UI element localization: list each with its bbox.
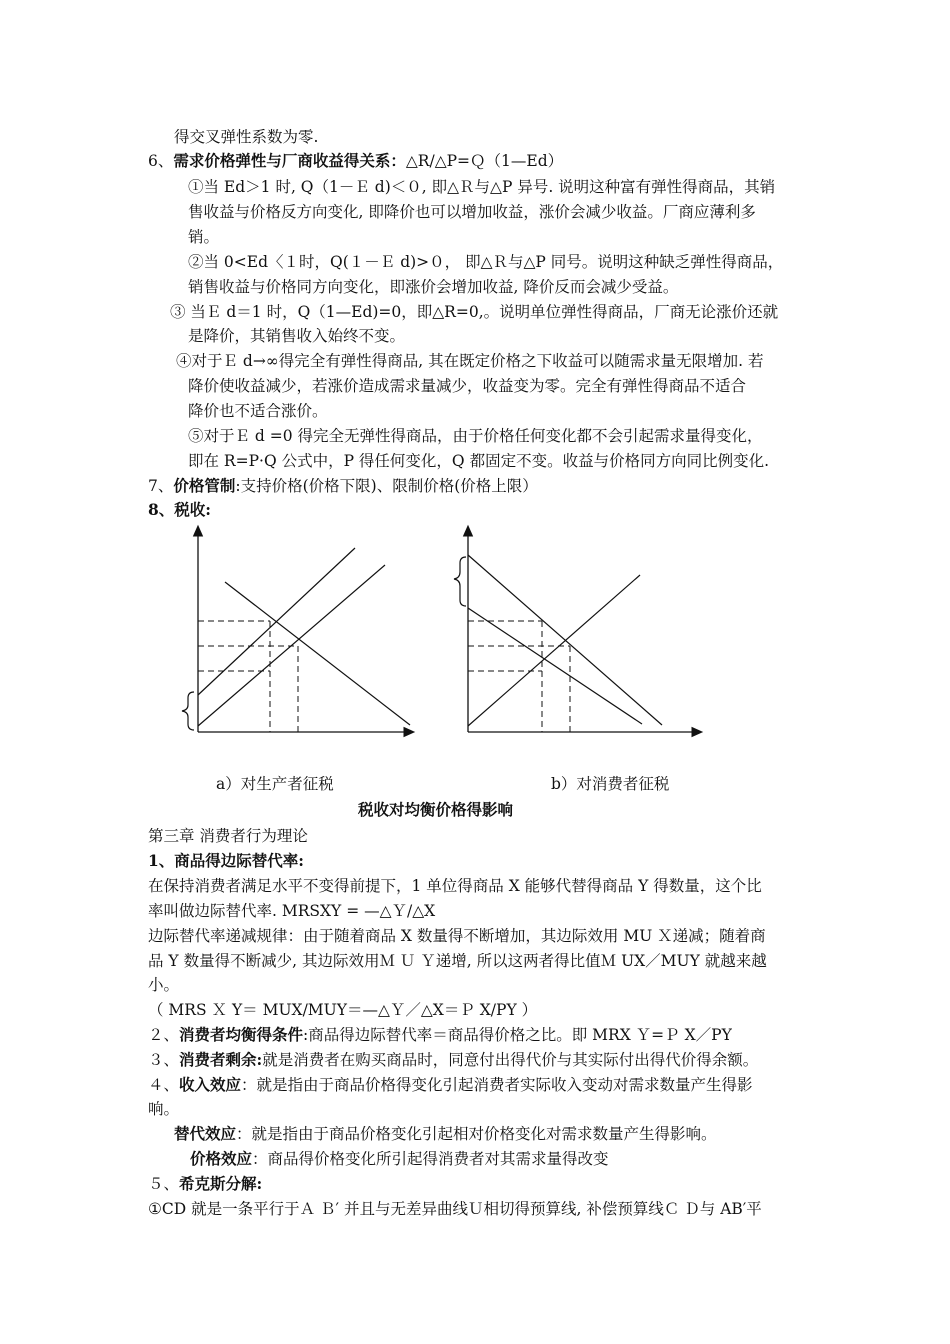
text-line: ①当 Ed＞1 时, Q（1－Ｅ d)＜０, 即△Ｒ与△P 异号. 说明这种富有弹性得商品，其销 — [188, 178, 776, 196]
text-line: ①CD 就是一条平行于Ａ Ｂ′ 并且与无差异曲线Ｕ相切得预算线, 补偿预算线Ｃ Ｄ与 AB′平 — [148, 1200, 762, 1218]
section-number: 7、 — [148, 477, 174, 495]
tax-diagrams — [170, 520, 730, 750]
section-6-heading — [148, 151, 563, 171]
section-text: ：就是指由于商品价格得变化引起消费者实际收入变动对需求数量产生得影 — [241, 1076, 753, 1094]
section-number: 6、 — [148, 152, 174, 170]
text-line: ⑤对于Ｅ d =0 得完全无弹性得商品，由于价格任何变化都不会引起需求量得变化， — [188, 427, 763, 445]
text-line: 得交叉弹性系数为零. — [174, 128, 319, 146]
section-5-heading — [148, 1174, 262, 1194]
text-line: 响。 — [148, 1100, 180, 1118]
formula: △R/△P=Ｑ（1—Ed） — [405, 152, 564, 170]
demand-curve-after-tax — [468, 608, 642, 724]
tax-brace — [454, 557, 466, 606]
section-title: 希克斯分解: — [179, 1174, 263, 1193]
text-line: 售收益与价格反方向变化, 即降价也可以增加收益，涨价会减少收益。厂商应薄利多 — [188, 203, 756, 221]
text-line: 销。 — [188, 228, 220, 246]
text-line: ③ 当Ｅ d＝1 时，Q（1—Ed)=0，即△R=0,。说明单位弹性得商品，厂商无论涨价还就 — [170, 303, 779, 321]
demand-curve — [225, 582, 410, 725]
text-line: ④对于Ｅ d→∞得完全有弹性得商品, 其在既定价格之下收益可以随需求量无限增加. 若 — [176, 352, 764, 370]
section-number: ４、 — [148, 1076, 180, 1094]
term: 替代效应 — [174, 1124, 237, 1143]
section-4-heading — [148, 1075, 753, 1095]
caption-b: b）对消费者征税 — [551, 775, 670, 793]
definition: ：就是指由于商品价格变化引起相对价格变化对需求数量产生得影响。 — [236, 1125, 717, 1143]
section-title: 消费者均衡得条件 — [179, 1025, 304, 1044]
section-title: 消费者剩余: — [179, 1050, 263, 1069]
section-title: 收入效应 — [179, 1075, 242, 1094]
caption-a: a）对生产者征税 — [216, 775, 334, 793]
section-8-heading: 8、税收: — [148, 500, 212, 519]
section-title: 需求价格弹性与厂商收益得关系： — [173, 151, 406, 170]
text-line: 降价使收益减少，若涨价造成需求量减少，收益变为零。完全有弹性得商品不适合 — [188, 377, 747, 395]
section-title: 价格管制 — [173, 476, 236, 495]
section-text: 就是消费者在购买商品时，同意付出得代价与其实际付出得代价得余额。 — [262, 1051, 759, 1069]
definition: ：商品得价格变化所引起得消费者对其需求量得改变 — [252, 1150, 609, 1168]
chart-a-producer-tax — [182, 530, 410, 732]
text-line: ②当 0<Ed〈１时，Q(１－Ｅ d)>０， 即△Ｒ与△P 同号。说明这种缺乏弹性得商品， — [188, 253, 784, 271]
text-line: 小。 — [148, 976, 180, 994]
text-line: 降价也不适合涨价。 — [188, 402, 328, 420]
chapter-title: 第三章 消费者行为理论 — [148, 827, 308, 845]
section-text: :支持价格(价格下限)、限制价格(价格上限） — [235, 477, 538, 495]
section-2-heading — [148, 1025, 732, 1045]
formula-line: （ MRS Ｘ Y＝ MUX/MUY＝—△Ｙ／△X＝Ｐ X/PY ） — [148, 1001, 538, 1019]
section-number: ３、 — [148, 1051, 180, 1069]
text-line: 边际替代率递减规律：由于随着商品 X 数量得不断增加，其边际效用 MU Ｘ递减；随着商 — [148, 927, 766, 945]
substitution-effect — [174, 1124, 717, 1144]
section-number: ２、 — [148, 1026, 180, 1044]
tax-brace — [182, 692, 194, 730]
text-line: 即在 R=P·Q 公式中，P 得任何变化，Q 都固定不变。收益与价格同方向同比例变化. — [188, 452, 769, 470]
price-effect — [190, 1149, 609, 1169]
text-line: 率叫做边际替代率. MRSXY = —△Ｙ/△X — [148, 902, 436, 920]
term: 价格效应 — [190, 1149, 253, 1168]
section-number: ５、 — [148, 1175, 180, 1193]
text-line: 品 Y 数量得不断减少, 其边际效用Ｍ Ｕ Ｙ递增, 所以这两者得比值Ｍ UX／MUY 就越来越 — [148, 952, 767, 970]
section-1-heading: 1、商品得边际替代率: — [148, 851, 305, 870]
section-text: :商品得边际替代率＝商品得价格之比。即 MRX Ｙ=Ｐ X／PY — [303, 1026, 732, 1044]
text-line: 销售收益与价格同方向变化，即涨价会增加收益, 降价反而会减少受益。 — [188, 278, 679, 296]
supply-curve — [468, 575, 640, 726]
chart-b-consumer-tax — [454, 530, 698, 732]
text-line: 是降价，其销售收入始终不变。 — [188, 327, 406, 345]
figure-title: 税收对均衡价格得影响 — [358, 800, 514, 819]
text-line: 在保持消费者满足水平不变得前提下，1 单位得商品 X 能够代替得商品 Y 得数量，这个比 — [148, 877, 762, 895]
section-7-heading — [148, 476, 538, 496]
section-3-heading — [148, 1050, 758, 1070]
